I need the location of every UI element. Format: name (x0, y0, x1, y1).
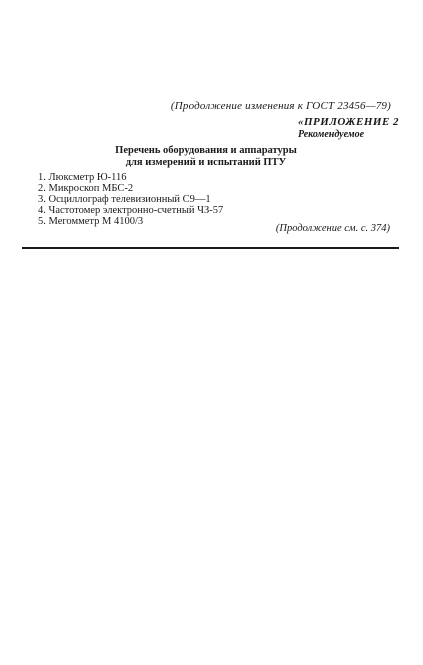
continuation-footer: (Продолжение см. с. 374) (275, 223, 390, 234)
list-item: 3. Осциллограф телевизионный С9—1 (38, 194, 211, 205)
list-item: 2. Микроскоп МБС-2 (38, 183, 134, 194)
list-title-line-2: для измерений и испытаний ПТУ (125, 157, 287, 168)
list-title-line-1: Перечень оборудования и аппаратуры (115, 145, 297, 156)
list-item: 5. Мегомметр М 4100/3 (38, 216, 144, 227)
equipment-list (38, 172, 223, 227)
list-title (100, 145, 312, 169)
appendix-status: Рекомендуемое (298, 129, 365, 140)
list-item: 1. Люксметр Ю-116 (38, 172, 127, 183)
horizontal-divider (22, 247, 399, 249)
list-item: 4. Частотомер электронно-счетный ЧЗ-57 (38, 205, 224, 216)
continuation-header: (Продолжение изменения к ГОСТ 23456—79) (170, 100, 391, 112)
appendix-label: «ПРИЛОЖЕНИЕ 2 (298, 116, 400, 128)
